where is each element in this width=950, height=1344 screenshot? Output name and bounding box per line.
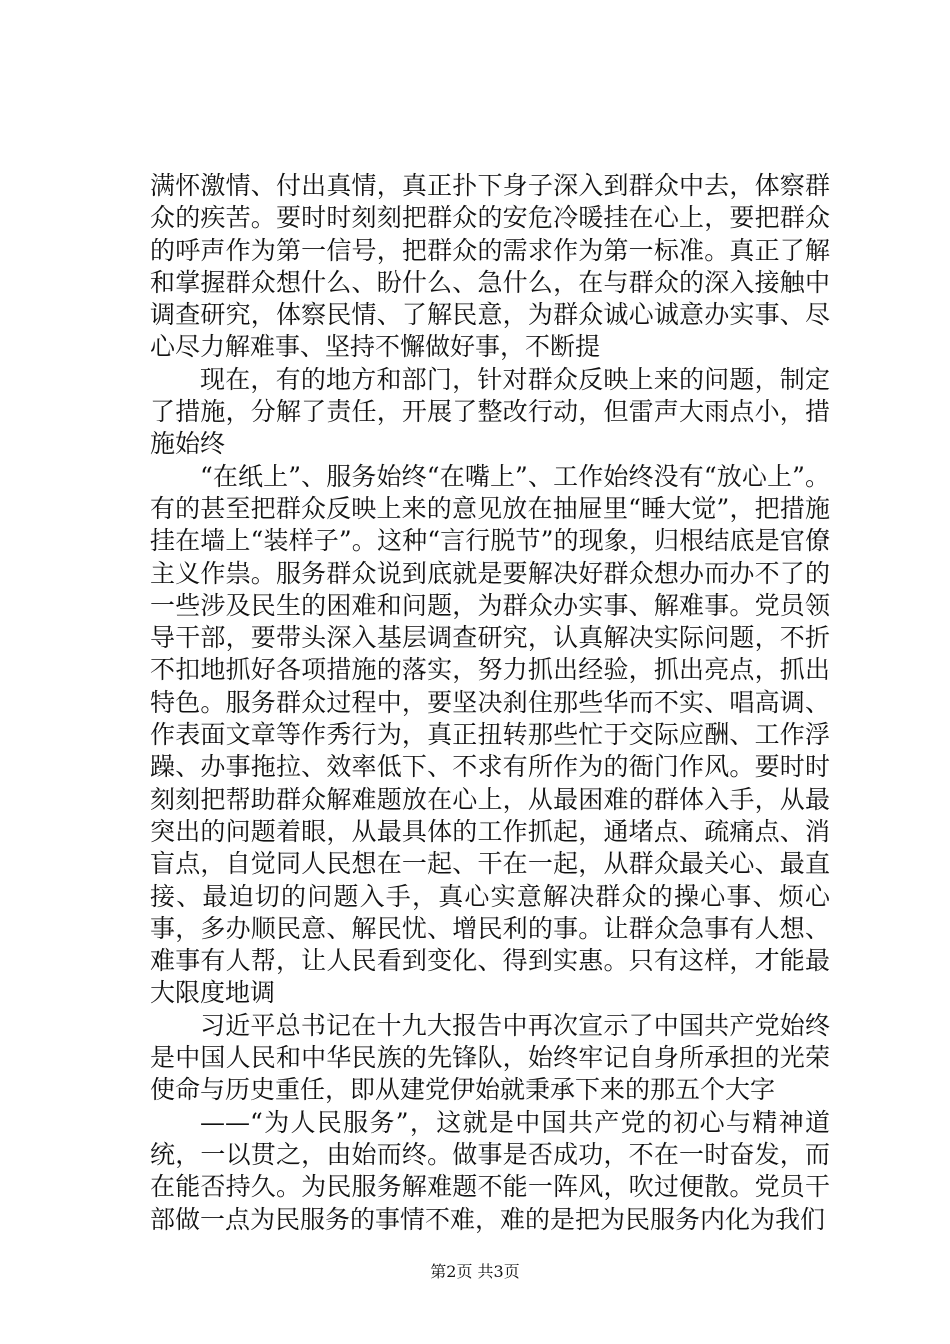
paragraph: 现在，有的地方和部门，针对群众反映上来的问题，制定了措施，分解了责任，开展了整改行动，但雷声大雨点小，措施始终 [150, 364, 830, 459]
paragraph: 满怀激情、付出真情，真正扑下身子深入到群众中去，体察群众的疾苦。要时时刻刻把群众的安危冷暖挂在心上，要把群众的呼声作为第一信号，把群众的需求作为第一标准。真正了解和掌握群众想什么、盼什么、急什么，在与群众的深入接触中调查研究，体察民情、了解民意，为群众诚心诚意办实事、尽心尽力解难事、坚持不懈做好事，不断提 [150, 171, 830, 362]
paragraph: “在纸上”、服务始终“在嘴上”、工作始终没有“放心上”。有的甚至把群众反映上来的意见放在抽屉里“睡大觉”，把措施挂在墙上“装样子”。这种“言行脱节”的现象，归根结底是官僚主义作祟。服务群众说到底就是要解决好群众想办而办不了的一些涉及民生的困难和问题，为群众办实事、解难事。党员领导干部，要带头深入基层调查研究，认真解决实际问题，不折不扣地抓好各项措施的落实，努力抓出经验，抓出亮点，抓出特色。服务群众过程中，要坚决刹住那些华而不实、唱高调、作表面文章等作秀行为，真正扭转那些忙于交际应酬、工作浮躁、办事拖拉、效率低下、不求有所作为的衙门作风。要时时刻刻把帮助群众解难题放在心上，从最困难的群体入手，从最突出的问题着眼，从最具体的工作抓起，通堵点、疏痛点、消盲点，自觉同人民想在一起、干在一起，从群众最关心、最直接、最迫切的问题入手，真心实意解决群众的操心事、烦心事，多办顺民意、解民忧、增民利的事。让群众急事有人想、难事有人帮，让人民看到变化、得到实惠。只有这样，才能最大限度地调 [150, 461, 830, 1008]
paragraph: 习近平总书记在十九大报告中再次宣示了中国共产党始终是中国人民和中华民族的先锋队，始终牢记自身所承担的光荣使命与历史重任，即从建党伊始就秉承下来的那五个大字 [150, 1010, 830, 1105]
document-body [150, 170, 830, 1236]
page-number-footer: 第2页 共3页 [430, 1262, 520, 1281]
paragraph: ——“为人民服务”，这就是中国共产党的初心与精神道统，一以贯之，由始而终。做事是否成功，不在一时奋发，而在能否持久。为民服务解难题不能一阵风，吹过便散。党员干部做一点为民服务的事情不难，难的是把为民服务内化为我们 [150, 1107, 830, 1234]
